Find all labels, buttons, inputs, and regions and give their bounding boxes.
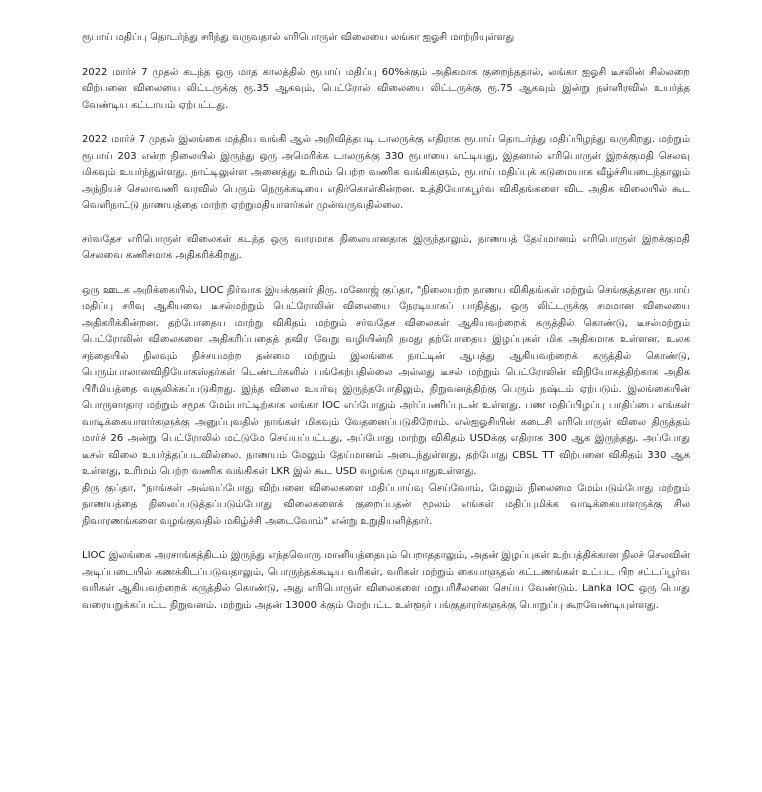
article-paragraph-no-subsidy: LIOC இலங்கை அரசாங்கத்திடம் இருந்து எந்தவொரு மானியத்தையும் பெறாததாலும், அதன் இழப்புகள் உற்பத்திக்கான நிலச் செலவின் அடிப்படையில் கணக்கிடப்படுவதாலும், பொருந்தக்கூடிய வரிகள், வரிகள் மற்றும் கையாளுதல் கட்டணங்கள் உட்பட பிற சட்டப்பூர்வ வரிகள் ஆகியவற்றைக் கருத்தில் கொண்டு, அது எரிபொருள் விலைகளை மறுபரிசீலனை செய்ய வேண்டும். Lanka IOC ஒரு பொது வரையறுக்கப்பட்ட நிறுவனம். மற்றும் அதன் 13000 க்கும் மேற்பட்ட உள்ளூர் பங்குதாரர்களுக்கு பொறுப்பு கூறவேண்டியுள்ளது. [82, 550, 690, 611]
article-paragraph-media-statement: ஒரு ஊடக அறிக்கையில், LIOC நிர்வாக இயக்குனர் திரு. மனோஜ் குப்தா, "நிலையற்ற நாணய விகிதங்கள் மற்றும் செங்குத்தான ரூபாய் மதிப்பு சரிவு ஆகியவை டீசல்மற்றும் பெட்ரோலின் விலையை நேரடியாகப் பாதித்து, ஒரு லிட்டருக்கு சமமான விலையை அதிகரிக்கின்றன. தற்போதைய மாற்று விகிதம் மற்றும் சர்வதேச விலைகள் ஆகியவற்றைக் கருத்தில் கொண்டு, டீசல்மற்றும் பெட்ரோலின் விலைகளை அதிகரிப்பதைத் தவிர வேறு வழியின்றி நமது தற்போதைய இழப்புகள் மிக அதிகமாக உள்ளன. உலக சந்தையில் நிலவும் நிச்சயமற்ற தன்மை மற்றும் இலங்கை நாட்டின் ஆபத்து ஆகியவற்றைக் கருத்தில் கொண்டு, பெரும்பாலானவிநியோகஸ்தர்கள் டெண்டர்களில் பங்கேற்பதில்லை அல்லது டீசல் மற்றும் பெட்ரோலின் விநியோகத்திற்காக அதிக பிரீமியத்தை வசூலிக்கப்படுகிறது. இந்த விலை உயர்வு இருந்தபோதிலும், நிறுவனத்திற்கு பெரும் நஷ்டம் ஏற்படும். இலங்கையின் பொருளாதார மற்றும் சமூக மேம்பாட்டிற்காக லங்கா IOC எப்போதும் அர்ப்பணிப்புடன் உள்ளது. பண மதிப்பிழப்பு பாதிப்பை எங்கள் வாடிக்கையாளர்களுக்கு அனுப்புவதில் நாங்கள் மிகவும் வேதனைப்படுகிறோம். எல்ஐஓசியின் கடைசி எரிபொருள் விலை திருத்தம் மார்ச் 26 அன்று பெட்ரோலில் மட்டுமே செய்யப்பட்டது, அப்போது மாற்று விகிதம் USDக்கு எதிராக 300 ஆக இருந்தது. அப்போது டீசல் விலை உயர்த்தப்படவில்லை. நாணயம் மேலும் தேய்மானம் அடைந்துள்ளது, தற்போது CBSL TT விற்பனை விகிதம் 330 ஆக உள்ளது, உரிமம் பெற்ற வணிக வங்கிகள் LKR இல் கூட USD வழங்க முடியாதுஉள்ளது. [82, 284, 690, 477]
article-headline: ரூபாய் மதிப்பு தொடர்ந்து சரிந்து வருவதால் எரிபொருள் விலையை லங்கா ஐஓசி மாற்றியுள்ளது [82, 32, 515, 43]
article-paragraph-rupee-depreciation: 2022 மார்ச் 7 முதல் கடந்த ஒரு மாத காலத்தில் ரூபாய் மதிப்பு 60%க்கும் அதிகமாக குறைந்ததால், லங்கா ஐஓசி டீசலின் சில்லறை விற்பனை விலையை லிட்டருக்கு ரூ.35 ஆகவும், பெட்ரோல் விலையை லிட்டருக்கு ரூ.75 ஆகவும் இன்று நள்ளிரவில் உயர்த்த வேண்டிய கட்டாயம் ஏற்பட்டது. [82, 66, 690, 111]
article-paragraph-gupta-assurance: திரு குப்தா, "நாங்கள் அவ்வப்போது விற்பனை விலைகளை மதிப்பாய்வு செய்வோம், மேலும் நிலைமை மேம்படும்போது மற்றும் நாணயத்தை நிலைப்படுத்தப்படும்போது விலைகளைக் குறைப்பதன் மூலம் எங்கள் மதிப்புமிக்க வாடிக்கையாளருக்கு சில நிவாரணங்களை வழங்குவதில் மகிழ்ச்சி அடைவோம்" என்று உறுதியளித்தார். [82, 482, 690, 527]
article-paragraph-central-bank: 2022 மார்ச் 7 முதல் இலங்கை மத்திய வங்கி ஆல் அறிவித்தபடி டாலருக்கு எதிராக ரூபாய் தொடர்ந்து மதிப்பிழந்து வருகிறது. மற்றும் ரூபாய் 203 என்ற நிலையில் இருந்து ஒரு அமெரிக்க டாலருக்கு 330 ரூபாயை எட்டியது, இதனால் எரிபொருள் இறக்குமதி செலவு மிகவும் உயர்ந்துள்ளது. நாட்டிலுள்ள அனைத்து உரிமம் பெற்ற வணிக வங்கிகளும், ரூபாய் மதிப்புக் கடுமையாக வீழ்ச்சியடைந்தாலும் அந்நியச் செலாவணி வரவில் பெரும் நெருக்கடியை எதிர்கொள்கின்றன. உத்தியோகபூர்வ விகிதங்களை விட அதிக விலையில் கூட வெளிநாட்டு நாணயத்தை மாற்ற ஏற்றுமதியாளர்கள் முன்வருவதில்லை. [82, 134, 690, 211]
article-paragraph-international-prices: சர்வதேச எரிபொருள் விலைகள் கடந்த ஒரு வாரமாக நிலையானதாக இருந்தாலும், நாணயத் தேய்மானம் எரிபொருள் இறக்குமதி செலவை கணிசமாக அதிகரிக்கிறது. [82, 233, 690, 261]
